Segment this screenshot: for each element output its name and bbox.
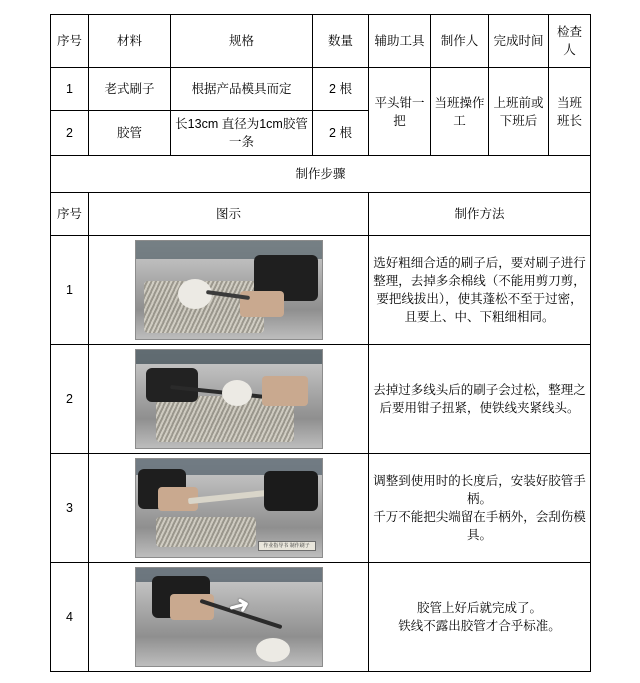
cell-material-2: 胶管	[89, 111, 171, 156]
step-method-4-line1: 胶管上好后就完成了。	[416, 601, 542, 616]
photo-brush-head	[178, 279, 212, 309]
step-photo-2	[135, 349, 323, 449]
step-photo-cell-3	[89, 454, 369, 563]
step-seq-1: 1	[51, 236, 89, 345]
header-cell-qty: 数量	[313, 15, 369, 68]
cell-seq-2: 2	[51, 111, 89, 156]
cell-qty-2: 2 根	[313, 111, 369, 156]
cell-maker: 当班操作工	[431, 68, 489, 156]
step-method-4-line2: 铁线不露出胶管才合乎标准。	[398, 619, 561, 634]
photo-brush-head	[256, 638, 290, 662]
photo-bench-edge	[136, 350, 322, 364]
header-cell-finish-time: 完成时间	[489, 15, 549, 68]
steps-header-figure: 图示	[89, 193, 369, 236]
step-photo-1	[135, 240, 323, 340]
step-method-2: 去掉过多线头后的刷子会过松，整理之后要用钳子扭紧，使铁线夹紧线头。	[369, 345, 591, 454]
step-photo-cell-4	[89, 563, 369, 672]
steps-header-seq: 序号	[51, 193, 89, 236]
materials-header-row	[51, 15, 591, 68]
step-seq-3: 3	[51, 454, 89, 563]
cell-seq-1: 1	[51, 68, 89, 111]
cell-tool: 平头钳一把	[369, 68, 431, 156]
step-photo-4	[135, 567, 323, 667]
photo-caption-label: 作业指导书 制作刷子	[258, 541, 316, 551]
steps-banner: 制作步骤	[51, 156, 591, 193]
step-method-3-line2: 千万不能把尖端留在手柄外，会刮伤模具。	[373, 510, 586, 543]
step-row-4	[51, 563, 591, 672]
step-seq-2: 2	[51, 345, 89, 454]
photo-fiber-pile	[156, 517, 256, 547]
header-cell-spec: 规格	[171, 15, 313, 68]
header-cell-seq: 序号	[51, 15, 89, 68]
cell-material-1: 老式刷子	[89, 68, 171, 111]
steps-header-row	[51, 193, 591, 236]
step-method-3	[369, 454, 591, 563]
photo-hand-sleeve-right	[264, 471, 318, 511]
step-row-1	[51, 236, 591, 345]
header-cell-material: 材料	[89, 15, 171, 68]
step-photo-cell-1	[89, 236, 369, 345]
step-photo-3	[135, 458, 323, 558]
header-cell-checker: 检查人	[549, 15, 591, 68]
cell-finish-time: 上班前或下班后	[489, 68, 549, 156]
cell-qty-1: 2 根	[313, 68, 369, 111]
step-row-2	[51, 345, 591, 454]
header-cell-maker: 制作人	[431, 15, 489, 68]
step-method-4	[369, 563, 591, 672]
table-row	[51, 68, 591, 111]
step-method-3-line1: 调整到使用时的长度后，安装好胶管手柄。	[373, 474, 586, 507]
photo-hand	[262, 376, 308, 406]
cell-spec-2: 长13cm 直径为1cm胶管一条	[171, 111, 313, 156]
steps-header-method: 制作方法	[369, 193, 591, 236]
step-seq-4: 4	[51, 563, 89, 672]
cell-checker: 当班班长	[549, 68, 591, 156]
header-cell-tool: 辅助工具	[369, 15, 431, 68]
photo-brush-head	[222, 380, 252, 406]
work-instruction-table	[50, 14, 591, 672]
steps-banner-row	[51, 156, 591, 193]
cell-spec-1: 根据产品模具而定	[171, 68, 313, 111]
step-row-3	[51, 454, 591, 563]
photo-arrow-icon: ➜	[223, 587, 253, 623]
step-method-1: 选好粗细合适的刷子后，要对刷子进行整理，去掉多余棉线（不能用剪刀剪，要把线拔出），使其蓬松不至于过密，且要上、中、下粗细相同。	[369, 236, 591, 345]
photo-hand	[170, 594, 214, 620]
step-photo-cell-2	[89, 345, 369, 454]
